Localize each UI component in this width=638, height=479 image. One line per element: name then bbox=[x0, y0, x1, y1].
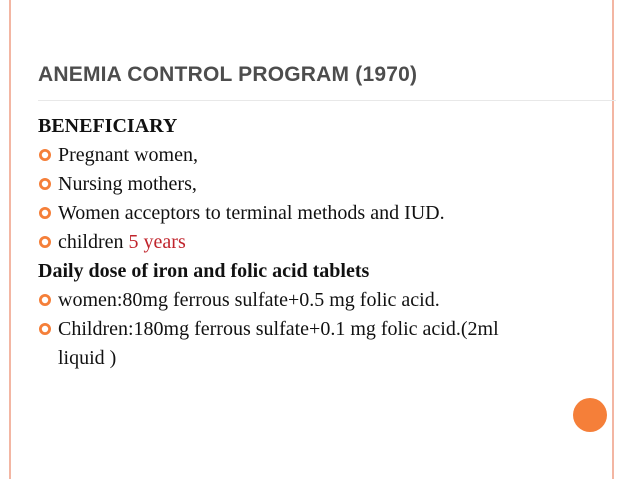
bullet-ring-icon bbox=[38, 235, 52, 249]
left-border-line bbox=[9, 0, 11, 479]
slide-title: ANEMIA CONTROL PROGRAM (1970) bbox=[38, 63, 418, 86]
list-item bbox=[38, 170, 598, 199]
dose-women: women:80mg ferrous sulfate+0.5 mg folic acid. bbox=[58, 289, 440, 311]
beneficiary-nursing-mothers: Nursing mothers, bbox=[58, 173, 197, 195]
list-item bbox=[38, 141, 598, 170]
beneficiary-children bbox=[58, 231, 186, 253]
bullet-ring-icon bbox=[38, 177, 52, 191]
beneficiary-heading: BENEFICIARY bbox=[38, 115, 178, 137]
list-item bbox=[38, 286, 598, 315]
bullet-ring-icon bbox=[38, 322, 52, 336]
bullet-ring-icon bbox=[38, 206, 52, 220]
right-border-line bbox=[612, 0, 614, 479]
bullet-ring-icon bbox=[38, 148, 52, 162]
beneficiary-women-acceptors: Women acceptors to terminal methods and IUD. bbox=[58, 202, 445, 224]
children-age: 5 years bbox=[128, 231, 186, 253]
beneficiary-pregnant-women: Pregnant women, bbox=[58, 144, 198, 166]
dose-heading: Daily dose of iron and folic acid tablets bbox=[38, 260, 370, 282]
children-label: children bbox=[58, 231, 124, 253]
dose-children: Children:180mg ferrous sulfate+0.1 mg folic acid.(2ml liquid ) bbox=[58, 318, 499, 369]
title-divider bbox=[38, 100, 616, 101]
list-item bbox=[38, 228, 598, 257]
orange-circle-decoration bbox=[573, 398, 607, 432]
list-item bbox=[38, 199, 598, 228]
slide-content bbox=[38, 112, 598, 373]
bullet-ring-icon bbox=[38, 293, 52, 307]
list-item bbox=[38, 315, 598, 373]
